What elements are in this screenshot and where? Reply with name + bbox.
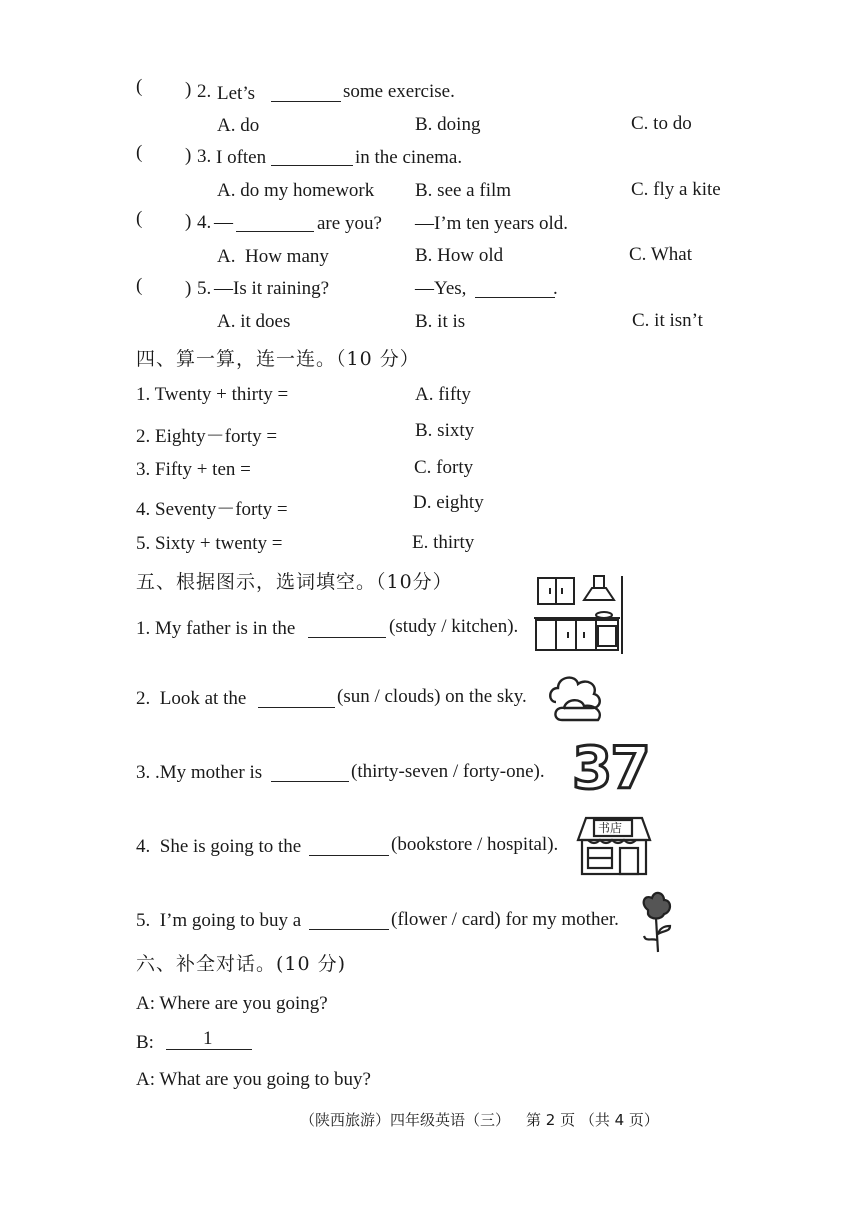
footer-title: （陕西旅游）四年级英语（三） xyxy=(300,1111,511,1129)
answer-blank[interactable] xyxy=(308,636,386,638)
fill-item-choices: (flower / card) for my mother. xyxy=(391,909,619,930)
dialogue-line: B: xyxy=(136,1032,154,1053)
answer-blank[interactable] xyxy=(309,854,389,856)
answer-blank[interactable] xyxy=(271,100,341,102)
fill-item-text: 1. My father is in the xyxy=(136,618,296,639)
option-c: C. to do xyxy=(631,113,692,134)
paren-left: ( xyxy=(136,76,143,97)
paren-left: ( xyxy=(136,208,143,229)
question-text-pre: I often xyxy=(216,147,267,168)
section-heading: 四、算一算，连一连。（10 分） xyxy=(136,348,420,370)
match-option[interactable]: D. eighty xyxy=(413,492,484,513)
calc-item: 1. Twenty + thirty = xyxy=(136,384,289,405)
option-c: C. it isn’t xyxy=(632,310,703,331)
question-text-post: are you? xyxy=(317,213,382,234)
section-heading: 六、补全对话。(10 分) xyxy=(136,953,347,975)
question-number: 3. xyxy=(197,146,212,167)
option-b: B. it is xyxy=(415,311,466,332)
option-a: A. do my homework xyxy=(217,180,375,201)
number-37-icon: 37 xyxy=(572,734,649,802)
paren-right: ) xyxy=(185,145,192,166)
option-a: A. How many xyxy=(217,246,329,267)
question-number: 2. xyxy=(197,81,212,102)
question-number: 4. xyxy=(197,212,212,233)
kitchen-icon xyxy=(532,574,626,656)
blank-number: 1 xyxy=(203,1028,213,1049)
match-option[interactable]: A. fifty xyxy=(415,384,471,405)
reply-end: . xyxy=(553,278,558,299)
fill-item-text: 3. .My mother is xyxy=(136,762,263,783)
fill-item-choices: (study / kitchen). xyxy=(389,616,519,637)
flower-icon xyxy=(636,890,676,956)
dialogue-line: A: Where are you going? xyxy=(136,993,328,1014)
option-b: B. see a film xyxy=(415,180,512,201)
bookstore-sign-text: 书店 xyxy=(598,821,623,835)
option-b: B. How old xyxy=(415,245,504,266)
section-heading: 五、根据图示，选词填空。（10分） xyxy=(136,571,453,593)
answer-reply: —Yes, xyxy=(415,278,467,299)
answer-blank[interactable] xyxy=(309,928,389,930)
answer-blank[interactable] xyxy=(271,164,353,166)
option-a: A. do xyxy=(217,115,260,136)
fill-item-choices: (bookstore / hospital). xyxy=(391,834,559,855)
paren-left: ( xyxy=(136,275,143,296)
option-c: C. fly a kite xyxy=(631,179,721,200)
paren-right: ) xyxy=(185,79,192,100)
answer-blank[interactable] xyxy=(258,706,335,708)
page-number: 第 2 页 （共 4 页） xyxy=(526,1111,659,1129)
question-text-pre: —Is it raining? xyxy=(214,278,330,299)
option-c: C. What xyxy=(629,244,692,265)
option-a: A. it does xyxy=(217,311,291,332)
question-text-pre: — xyxy=(214,212,233,233)
paren-right: ) xyxy=(185,278,192,299)
match-option[interactable]: E. thirty xyxy=(412,532,475,553)
paren-right: ) xyxy=(185,211,192,232)
fill-item-text: 2. Look at the xyxy=(136,688,247,709)
fill-item-choices: (sun / clouds) on the sky. xyxy=(337,686,527,707)
option-b: B. doing xyxy=(415,114,481,135)
fill-item-text: 4. She is going to the xyxy=(136,836,302,857)
question-number: 5. xyxy=(197,278,212,299)
clouds-icon xyxy=(546,668,608,724)
calc-item: 4. Seventy－forty = xyxy=(136,499,288,520)
question-text-post: in the cinema. xyxy=(355,147,463,168)
question-text-pre: Let’s xyxy=(217,83,255,104)
calc-item: 5. Sixty + twenty = xyxy=(136,533,283,554)
answer-reply: —I’m ten years old. xyxy=(415,213,569,234)
answer-blank[interactable] xyxy=(236,230,314,232)
dialogue-line: A: What are you going to buy? xyxy=(136,1069,371,1090)
fill-item-choices: (thirty-seven / forty-one). xyxy=(351,761,545,782)
calc-item: 3. Fifty + ten = xyxy=(136,459,251,480)
match-option[interactable]: C. forty xyxy=(414,457,474,478)
answer-blank[interactable] xyxy=(271,780,349,782)
fill-item-text: 5. I’m going to buy a xyxy=(136,910,302,931)
calc-item: 2. Eighty－forty = xyxy=(136,426,278,447)
answer-blank[interactable] xyxy=(475,296,555,298)
question-text-post: some exercise. xyxy=(343,81,455,102)
paren-left: ( xyxy=(136,142,143,163)
match-option[interactable]: B. sixty xyxy=(415,420,475,441)
